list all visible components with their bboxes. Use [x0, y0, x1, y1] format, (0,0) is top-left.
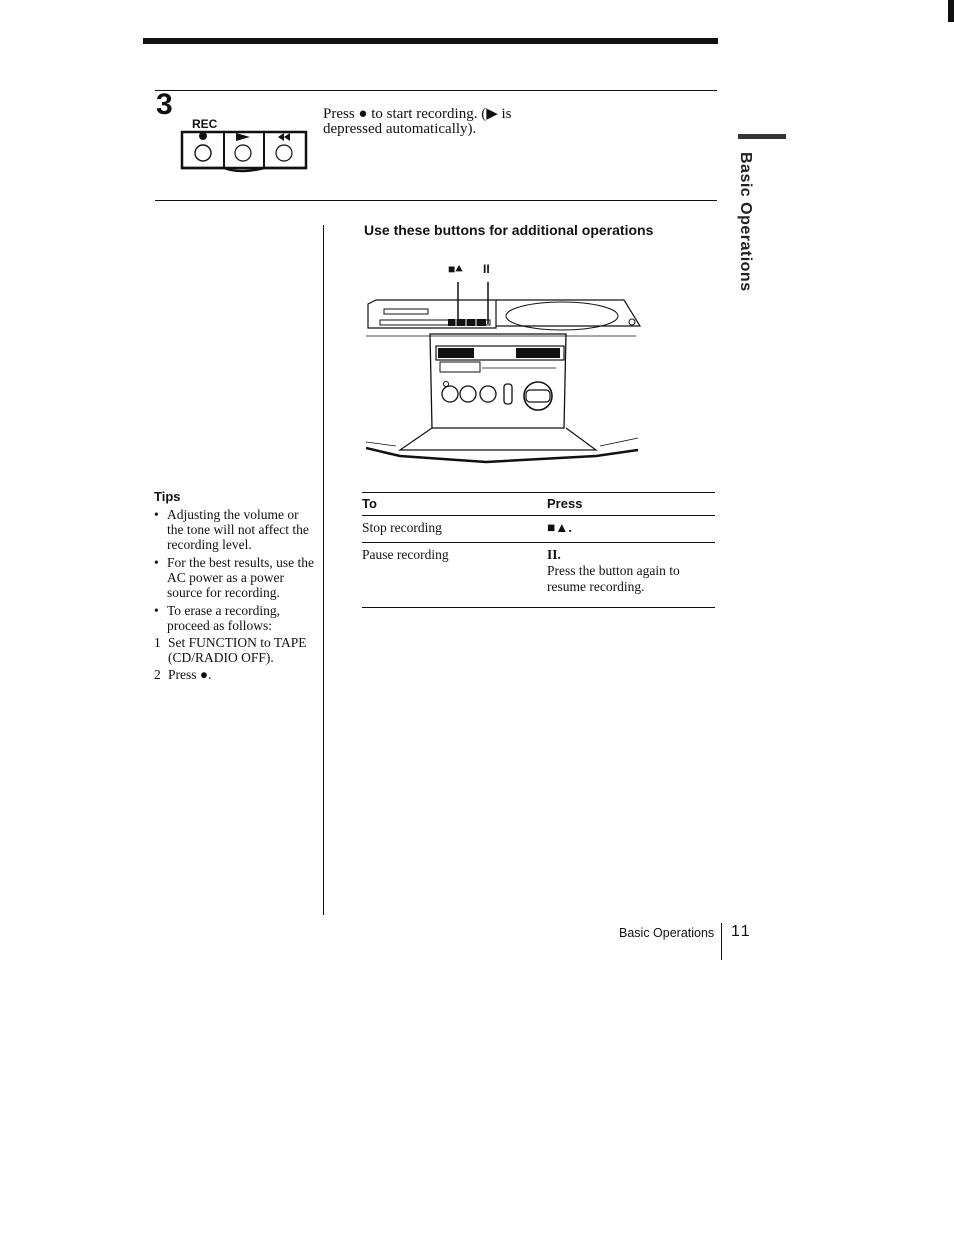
side-tab-label: Basic Operations — [737, 152, 754, 292]
erase-step: 2 Press ●. — [154, 667, 212, 682]
tip-item: • Adjusting the volume or the tone will not affect the recording level. — [154, 507, 314, 552]
cell-note: Press the button again to resume recording. — [547, 563, 680, 594]
table-row — [362, 543, 715, 608]
pause-symbol: II — [483, 262, 490, 276]
page-number: 11 — [731, 923, 752, 940]
tips-heading: Tips — [154, 489, 181, 504]
edge-marker — [948, 0, 954, 22]
cell-to: Stop recording — [362, 516, 547, 543]
side-tab-decoration — [738, 134, 786, 139]
operations-table — [362, 492, 715, 608]
footer-divider — [721, 923, 722, 960]
tape-buttons-illustration — [180, 128, 310, 174]
step3-text-line2: depressed automatically). — [323, 121, 477, 137]
column-divider — [323, 225, 324, 915]
table-row — [362, 516, 715, 543]
cell-press: ■▲. — [547, 516, 715, 543]
stop-eject-symbol: ■⯅ — [448, 262, 463, 276]
step-bottom-rule — [155, 200, 717, 201]
tip-item: • For the best results, use the AC power as a power source for recording. — [154, 555, 314, 600]
additional-heading: Use these buttons for additional operations — [364, 222, 654, 238]
column-header-press: Press — [547, 493, 715, 516]
player-illustration — [366, 278, 646, 468]
footer-section: Basic Operations — [619, 926, 715, 940]
column-header-to: To — [362, 493, 547, 516]
erase-step: 1 Set FUNCTION to TAPE (CD/RADIO OFF). — [154, 635, 307, 665]
cell-to: Pause recording — [362, 543, 547, 608]
erase-steps — [154, 635, 314, 682]
table-header-row — [362, 493, 715, 516]
cell-press: II. Press the button again to resume recording. — [547, 543, 715, 608]
rec-label: REC — [192, 117, 218, 131]
tip-item: • To erase a recording, proceed as follows: 1 Set FUNCTION to TAPE (CD/RADIO OFF). 2 Press ●. — [154, 603, 314, 682]
top-bar — [143, 38, 718, 44]
tips-list — [154, 507, 314, 685]
step3-text-line1: Press ● to start recording. (▶ is — [323, 106, 512, 122]
step-number: 3 — [156, 88, 173, 121]
step-top-rule — [155, 90, 717, 91]
